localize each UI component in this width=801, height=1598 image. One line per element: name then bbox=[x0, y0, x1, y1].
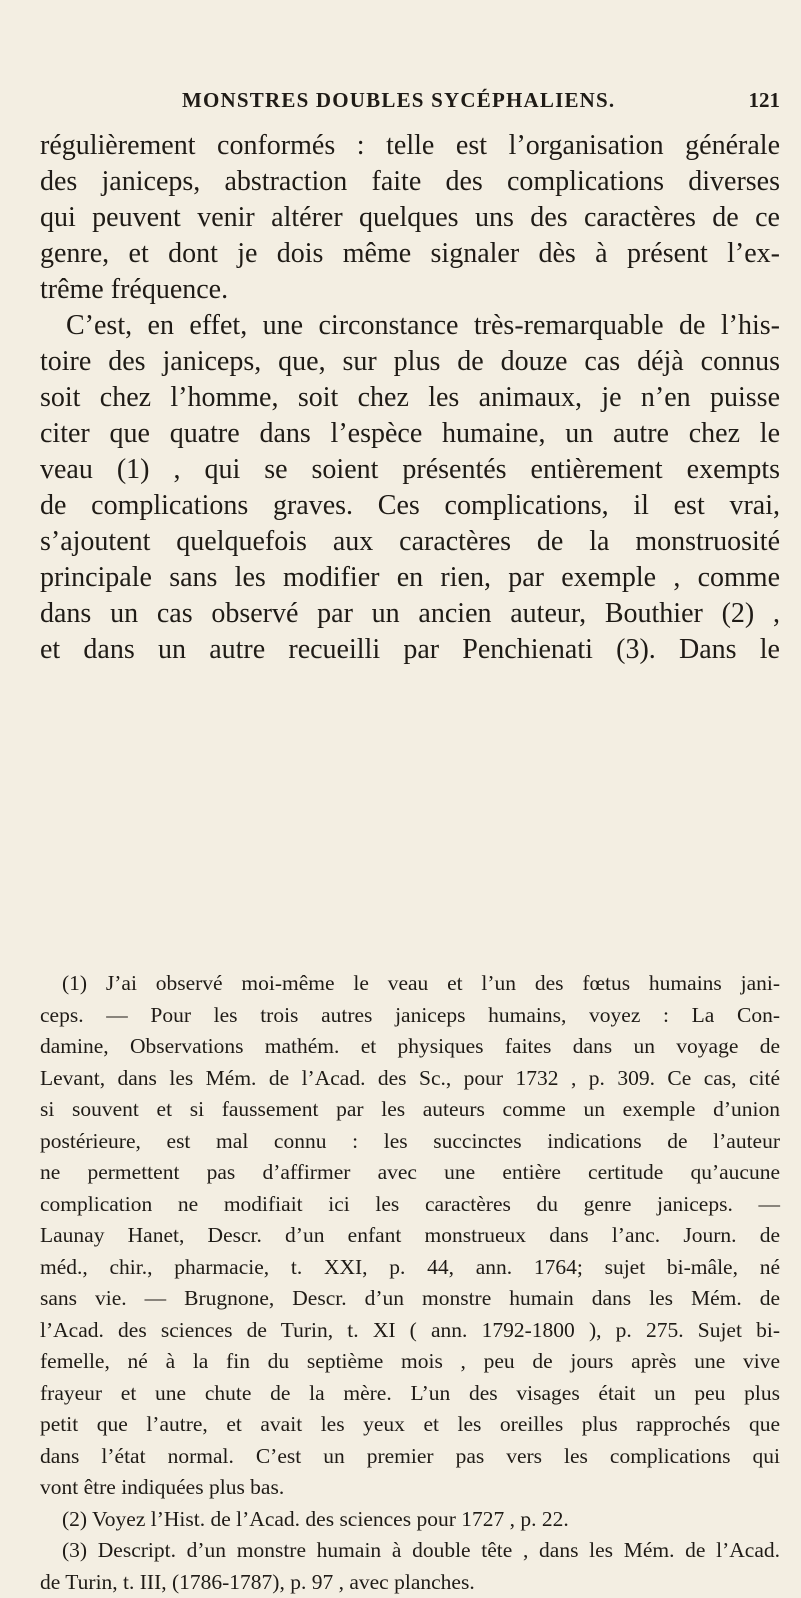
body-line: toire des janiceps, que, sur plus de douze cas déjà connus bbox=[40, 344, 780, 380]
footnote-line: postérieure, est mal connu : les succinctes indications de l’auteur bbox=[40, 1126, 780, 1158]
footnotes bbox=[40, 968, 780, 1598]
footnote-line: sans vie. — Brugnone, Descr. d’un monstre humain dans les Mém. de bbox=[40, 1283, 780, 1315]
footnote-line: (1) J’ai observé moi-même le veau et l’un des fœtus humains jani- bbox=[40, 968, 780, 1000]
running-head bbox=[182, 88, 780, 118]
footnote-line: frayeur et une chute de la mère. L’un des visages était un peu plus bbox=[40, 1378, 780, 1410]
footnote-line: petit que l’autre, et avait les yeux et les oreilles plus rapprochés que bbox=[40, 1409, 780, 1441]
body-line: s’ajoutent quelquefois aux caractères de la monstruosité bbox=[40, 524, 780, 560]
body-line: régulièrement conformés : telle est l’organisation générale bbox=[40, 128, 780, 164]
running-title: MONSTRES DOUBLES SYCÉPHALIENS. bbox=[182, 88, 615, 113]
footnote-line: complication ne modifiait ici les caractères du genre janiceps. — bbox=[40, 1189, 780, 1221]
body-line: qui peuvent venir altérer quelques uns des caractères de ce bbox=[40, 200, 780, 236]
footnote-line: Launay Hanet, Descr. d’un enfant monstrueux dans l’anc. Journ. de bbox=[40, 1220, 780, 1252]
body-line: dans un cas observé par un ancien auteur, Bouthier (2) , bbox=[40, 596, 780, 632]
footnote-line: (3) Descript. d’un monstre humain à double tête , dans les Mém. de l’Acad. bbox=[40, 1535, 780, 1567]
body-line: et dans un autre recueilli par Penchienati (3). Dans le bbox=[40, 632, 780, 668]
body-line: de complications graves. Ces complications, il est vrai, bbox=[40, 488, 780, 524]
body-line: citer que quatre dans l’espèce humaine, un autre chez le bbox=[40, 416, 780, 452]
footnote-line: Levant, dans les Mém. de l’Acad. des Sc., pour 1732 , p. 309. Ce cas, cité bbox=[40, 1063, 780, 1095]
footnote-line: femelle, né à la fin du septième mois , peu de jours après une vive bbox=[40, 1346, 780, 1378]
footnote-line: de Turin, t. III, (1786-1787), p. 97 , avec planches. bbox=[40, 1567, 780, 1598]
footnote-line: dans l’état normal. C’est un premier pas vers les complications qui bbox=[40, 1441, 780, 1473]
body-text bbox=[40, 128, 780, 668]
page-number: 121 bbox=[749, 88, 781, 113]
body-line: soit chez l’homme, soit chez les animaux, je n’en puisse bbox=[40, 380, 780, 416]
body-line: genre, et dont je dois même signaler dès à présent l’ex- bbox=[40, 236, 780, 272]
footnote-line: ne permettent pas d’affirmer avec une entière certitude qu’aucune bbox=[40, 1157, 780, 1189]
footnote-line: damine, Observations mathém. et physiques faites dans un voyage de bbox=[40, 1031, 780, 1063]
footnote-line: méd., chir., pharmacie, t. XXI, p. 44, ann. 1764; sujet bi-mâle, né bbox=[40, 1252, 780, 1284]
body-line: principale sans les modifier en rien, par exemple , comme bbox=[40, 560, 780, 596]
body-line: C’est, en effet, une circonstance très-remarquable de l’his- bbox=[40, 308, 780, 344]
footnote-line: si souvent et si faussement par les auteurs comme un exemple d’union bbox=[40, 1094, 780, 1126]
body-line: veau (1) , qui se soient présentés entièrement exempts bbox=[40, 452, 780, 488]
footnote-line: ceps. — Pour les trois autres janiceps humains, voyez : La Con- bbox=[40, 1000, 780, 1032]
body-line: trême fréquence. bbox=[40, 272, 780, 308]
footnote-line: vont être indiquées plus bas. bbox=[40, 1472, 780, 1504]
footnote-line: l’Acad. des sciences de Turin, t. XI ( ann. 1792-1800 ), p. 275. Sujet bi- bbox=[40, 1315, 780, 1347]
body-line: des janiceps, abstraction faite des complications diverses bbox=[40, 164, 780, 200]
footnote-line: (2) Voyez l’Hist. de l’Acad. des sciences pour 1727 , p. 22. bbox=[40, 1504, 780, 1536]
